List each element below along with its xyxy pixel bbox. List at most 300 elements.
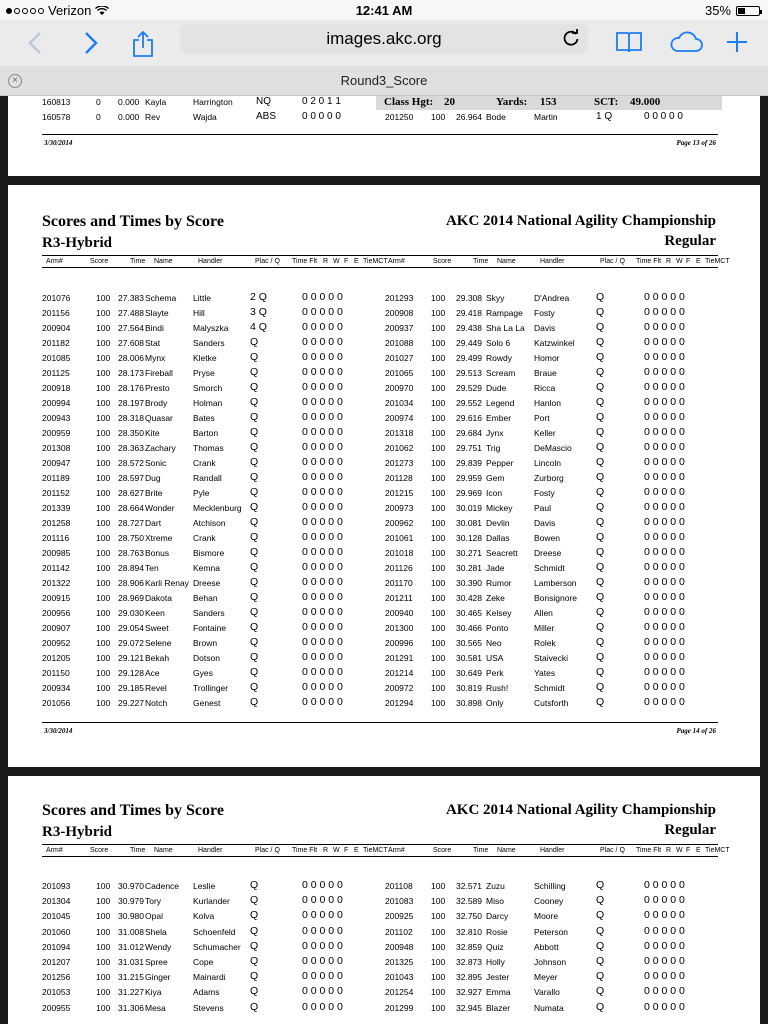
table-cell: 0 0 0 0 0 [644, 621, 685, 633]
table-cell: 0 0 0 0 0 [644, 471, 685, 483]
table-cell: Rolek [534, 638, 556, 648]
table-cell: 100 [431, 911, 446, 922]
table-cell: 0 0 0 0 0 [302, 591, 343, 603]
table-cell: 100 [96, 941, 111, 952]
table-cell: 100 [431, 1002, 446, 1013]
table-cell: Dotson [193, 653, 220, 663]
table-cell: Atchison [193, 518, 226, 528]
table-cell: 30.819 [456, 683, 482, 693]
table-row [8, 486, 760, 501]
table-cell: 100 [96, 881, 111, 891]
table-cell: 30.390 [456, 578, 482, 588]
table-cell: 200973 [385, 503, 414, 513]
table-cell: Q [250, 1000, 259, 1013]
table-cell: 201299 [385, 1002, 414, 1013]
table-cell: 200996 [385, 638, 414, 648]
table-cell: Miso [486, 896, 504, 907]
table-cell: Emma [486, 987, 511, 998]
chevron-left-icon [28, 31, 42, 55]
document-page-13 [8, 96, 760, 176]
table-cell: 201108 [385, 881, 413, 891]
table-cell: Q [596, 666, 605, 678]
table-cell: 30.980 [118, 911, 144, 922]
table-cell: Q [596, 411, 605, 423]
table-cell: 29.513 [456, 368, 482, 378]
table-cell: 100 [96, 548, 111, 558]
table-cell: 200907 [42, 623, 71, 633]
table-cell: 100 [431, 698, 446, 708]
table-cell: Q [250, 606, 259, 618]
table-cell: Q [250, 486, 259, 498]
table-cell: 30.465 [456, 608, 482, 618]
table-cell: Wonder [145, 503, 175, 513]
table-cell: 200937 [385, 323, 414, 333]
table-cell: 0 0 0 0 0 [302, 970, 343, 983]
table-cell: Dug [145, 473, 161, 483]
table-cell: Lamberson [534, 578, 577, 588]
table-cell: Q [596, 621, 605, 633]
table-cell: 27.608 [118, 338, 144, 348]
table-cell: Sweet [145, 623, 169, 633]
battery-icon [736, 6, 760, 16]
table-cell: 100 [96, 458, 111, 468]
table-cell: 100 [96, 353, 111, 363]
table-cell: 100 [431, 488, 446, 498]
table-cell: Pryse [193, 368, 215, 378]
table-cell: 28.664 [118, 503, 144, 513]
table-cell: Allen [534, 608, 553, 618]
table-cell: Q [250, 879, 259, 891]
table-cell: Quiz [486, 941, 504, 952]
table-cell: 30.128 [456, 533, 482, 543]
table-cell: Q [596, 531, 605, 543]
table-cell: 0 0 0 0 0 [644, 291, 685, 303]
table-cell: Fontaine [193, 623, 227, 633]
table-cell: 201205 [42, 653, 71, 663]
table-cell: 100 [96, 608, 111, 618]
table-cell: Q [250, 636, 259, 648]
table-cell: 28.894 [118, 563, 144, 573]
table-cell: 100 [431, 308, 446, 318]
report-subtitle: R3-Hybrid [42, 824, 113, 840]
table-cell: Seacrett [486, 548, 518, 558]
bookmarks-button[interactable] [612, 26, 646, 60]
table-cell: 201256 [42, 972, 71, 983]
class-title: Regular [664, 822, 716, 838]
table-cell: 0 0 0 0 0 [302, 426, 343, 438]
table-cell: 100 [431, 926, 446, 937]
table-cell: Q [596, 1000, 605, 1013]
table-row [8, 621, 760, 636]
table-cell: 201126 [385, 563, 413, 573]
plus-icon [726, 31, 748, 53]
table-cell: Cadence [145, 881, 180, 891]
table-cell: Stat [145, 338, 161, 348]
table-cell: 32.810 [456, 926, 482, 937]
table-cell: Tory [145, 896, 162, 907]
table-cell: 0 0 0 0 0 [302, 955, 343, 967]
table-cell: 31.008 [118, 926, 144, 937]
table-cell: 201061 [385, 533, 414, 543]
table-cell: Schumacher [193, 941, 241, 952]
table-cell: 200956 [42, 608, 71, 618]
table-row [8, 351, 760, 366]
table-cell: Neo [486, 638, 502, 648]
table-cell: 30.428 [456, 593, 482, 603]
table-cell: Slayte [145, 308, 169, 318]
table-cell: 100 [96, 623, 111, 633]
table-cell: Q [596, 955, 605, 967]
table-cell: 200985 [42, 548, 71, 558]
table-cell: 30.581 [456, 653, 482, 663]
table-cell: DeMascio [534, 443, 572, 453]
table-cell: 201300 [385, 623, 414, 633]
table-cell: 29.030 [118, 608, 144, 618]
table-cell: Kite [145, 428, 160, 438]
table-cell: 201053 [42, 987, 71, 998]
address-bar[interactable] [180, 24, 588, 54]
table-cell: Dakota [145, 593, 172, 603]
table-cell: 200962 [385, 518, 414, 528]
carrier-label: Verizon [48, 3, 92, 18]
table-row [8, 940, 760, 955]
table-cell: Mickey [486, 503, 513, 513]
table-cell: Q [596, 696, 605, 708]
table-cell: 31.012 [118, 941, 144, 952]
table-row [8, 396, 760, 411]
table-cell: 100 [96, 972, 111, 983]
table-cell: 31.306 [118, 1002, 144, 1013]
table-cell: 0 0 0 0 0 [302, 576, 343, 588]
table-cell: Q [596, 561, 605, 573]
table-cell: Q [596, 381, 605, 393]
table-cell: Q [250, 471, 259, 483]
table-cell: 28.173 [118, 368, 144, 378]
table-cell: 0 0 0 0 0 [644, 306, 685, 318]
table-cell: 30.979 [118, 896, 144, 907]
table-cell: Johnson [534, 957, 567, 967]
table-cell: 201018 [385, 548, 414, 558]
table-cell: 100 [431, 896, 446, 907]
table-cell: 201152 [42, 488, 70, 498]
table-cell: Kurlander [193, 896, 230, 907]
table-cell: 28.750 [118, 533, 144, 543]
table-cell: Q [596, 924, 605, 937]
table-cell: 200959 [42, 428, 71, 438]
table-row [8, 531, 760, 546]
table-row [8, 411, 760, 426]
table-cell: 0 0 0 0 0 [644, 516, 685, 528]
report-title: Scores and Times by Score [42, 213, 224, 230]
table-cell: Q [250, 591, 259, 603]
table-cell: 100 [431, 638, 446, 648]
table-cell: Zeke [486, 593, 505, 603]
table-cell: Crank [193, 533, 216, 543]
table-cell: 201291 [385, 653, 414, 663]
table-cell: 201215 [385, 488, 414, 498]
table-cell: Q [596, 894, 605, 907]
table-cell: 100 [96, 698, 111, 708]
back-button[interactable] [18, 26, 52, 60]
table-row [8, 666, 760, 681]
table-cell: 100 [431, 443, 446, 453]
table-cell: 100 [96, 987, 111, 998]
share-button[interactable] [126, 26, 160, 60]
status-bar [0, 0, 768, 20]
table-cell: Bonus [145, 548, 170, 558]
book-icon [615, 31, 643, 53]
table-cell: Wendy [145, 941, 172, 952]
table-cell: Jester [486, 972, 510, 983]
table-cell: Kiya [145, 987, 162, 998]
table-cell: Trollinger [193, 683, 229, 693]
table-cell: Devlin [486, 518, 510, 528]
table-cell: 0 0 0 0 0 [644, 351, 685, 363]
table-cell: 201094 [42, 941, 71, 952]
table-cell: 0 0 0 0 0 [302, 291, 343, 303]
table-cell: Smorch [193, 383, 223, 393]
tab-title[interactable]: Round3_Score [340, 73, 428, 88]
table-cell: Q [250, 366, 259, 378]
table-cell: 3 Q [250, 306, 267, 318]
table-cell: Holman [193, 398, 223, 408]
table-cell: Stevens [193, 1002, 224, 1013]
table-cell: Q [250, 970, 259, 983]
table-cell: 30.466 [456, 623, 482, 633]
table-cell: Blazer [486, 1002, 511, 1013]
table-cell: 0 0 0 0 0 [644, 955, 685, 967]
document-page-14 [8, 185, 760, 767]
table-cell: 0 0 0 0 0 [644, 396, 685, 408]
table-cell: 29.418 [456, 308, 482, 318]
table-row [8, 636, 760, 651]
table-cell: 0 0 0 0 0 [302, 411, 343, 423]
table-cell: Q [596, 471, 605, 483]
table-cell: 28.906 [118, 578, 144, 588]
table-cell: Davis [534, 323, 556, 333]
table-cell: Schilling [534, 881, 566, 891]
table-cell: 201142 [42, 563, 70, 573]
table-cell: Hanlon [534, 398, 561, 408]
table-cell: 100 [96, 533, 111, 543]
table-cell: 201150 [42, 668, 70, 678]
table-cell: 100 [96, 293, 111, 303]
table-cell: 32.589 [456, 896, 482, 907]
table-cell: Notch [145, 698, 168, 708]
table-cell: 100 [96, 638, 111, 648]
table-cell: 29.616 [456, 413, 482, 423]
table-cell: 29.751 [456, 443, 482, 453]
new-tab-button[interactable] [720, 26, 754, 60]
table-cell: 29.552 [456, 398, 482, 408]
table-row [8, 381, 760, 396]
table-cell: Brown [193, 638, 218, 648]
table-row [8, 501, 760, 516]
table-cell: 100 [431, 353, 446, 363]
table-cell: 100 [96, 368, 111, 378]
table-cell: 29.308 [456, 293, 482, 303]
table-cell: 29.684 [456, 428, 482, 438]
table-cell: Q [250, 336, 259, 348]
table-cell: 201294 [385, 698, 414, 708]
table-cell: Kelsey [486, 608, 512, 618]
table-cell: 0 0 0 0 0 [644, 985, 685, 998]
table-cell: Q [250, 426, 259, 438]
table-cell: 200904 [42, 323, 71, 333]
table-cell: 201293 [385, 293, 414, 303]
table-cell: Revel [145, 683, 167, 693]
table-cell: 100 [431, 653, 446, 663]
table-cell: Q [250, 441, 259, 453]
table-row: 160813 0 0.000 Kayla Harrington NQ 0 2 0 1 1 Class Hgt: 20 Yards: 153 SCT: 49.000 [8, 96, 760, 110]
table-cell: 0 0 0 0 0 [302, 516, 343, 528]
table-cell: Cutsforth [534, 698, 569, 708]
table-cell: 32.750 [456, 911, 482, 922]
clock: 12:41 AM [355, 3, 413, 18]
table-cell: 100 [431, 413, 446, 423]
table-cell: Brody [145, 398, 168, 408]
table-cell: Ponto [486, 623, 509, 633]
table-cell: Q [596, 939, 605, 952]
table-cell: 0 0 0 0 0 [644, 576, 685, 588]
table-cell: Q [250, 456, 259, 468]
table-cell: 100 [431, 957, 446, 967]
table-cell: 200955 [42, 1002, 71, 1013]
table-cell: 201339 [42, 503, 71, 513]
table-cell: Q [250, 666, 259, 678]
table-cell: Only [486, 698, 504, 708]
table-cell: Jynx [486, 428, 504, 438]
table-cell: Thomas [193, 443, 224, 453]
table-cell: Behan [193, 593, 218, 603]
table-cell: 0 0 0 0 0 [644, 366, 685, 378]
table-cell: Bindi [145, 323, 164, 333]
table-cell: 200934 [42, 683, 71, 693]
icloud-tabs-button[interactable] [666, 26, 706, 60]
document-page-15 [8, 776, 760, 1024]
table-cell: Schoenfeld [193, 926, 236, 937]
table-cell: 100 [96, 383, 111, 393]
table-cell: 201056 [42, 698, 71, 708]
table-cell: 0 0 0 0 0 [302, 441, 343, 453]
table-cell: 100 [96, 308, 111, 318]
table-cell: Selene [145, 638, 172, 648]
table-cell: 28.363 [118, 443, 144, 453]
table-cell: Q [250, 396, 259, 408]
table-cell: Bekah [145, 653, 170, 663]
table-cell: Schema [145, 293, 177, 303]
table-cell: Q [250, 561, 259, 573]
table-cell: 29.438 [456, 323, 482, 333]
table-cell: 0 0 0 0 0 [302, 501, 343, 513]
table-cell: Ace [145, 668, 160, 678]
table-cell: 30.081 [456, 518, 482, 528]
page-footer: 3/30/2014 Page 13 of 26 [42, 134, 718, 135]
table-cell: 201189 [42, 473, 70, 483]
table-cell: 201308 [42, 443, 71, 453]
url-text: images.akc.org [326, 29, 442, 48]
table-cell: Opal [145, 911, 163, 922]
table-cell: 100 [431, 518, 446, 528]
table-cell: Q [250, 651, 259, 663]
table-cell: 201043 [385, 972, 414, 983]
forward-button[interactable] [74, 26, 108, 60]
table-cell: 31.227 [118, 987, 144, 998]
table-cell: 29.054 [118, 623, 144, 633]
table-cell: 100 [431, 593, 446, 603]
table-cell: 200952 [42, 638, 71, 648]
table-cell: Rowdy [486, 353, 512, 363]
table-cell: Pepper [486, 458, 514, 468]
table-cell: 201083 [385, 896, 414, 907]
table-cell: D'Andrea [534, 293, 570, 303]
table-cell: 201065 [385, 368, 414, 378]
table-cell: 100 [96, 683, 111, 693]
report-subtitle: R3-Hybrid [42, 235, 113, 251]
table-cell: Darcy [486, 911, 509, 922]
table-cell: 0 0 0 0 0 [302, 366, 343, 378]
table-cell: Q [250, 546, 259, 558]
table-cell: Q [596, 606, 605, 618]
table-cell: Q [250, 351, 259, 363]
table-cell: 201273 [385, 458, 414, 468]
table-cell: Q [250, 531, 259, 543]
table-cell: 0 0 0 0 0 [302, 531, 343, 543]
table-cell: 100 [431, 578, 446, 588]
table-row [8, 894, 760, 909]
table-cell: Ginger [145, 972, 171, 983]
browser-toolbar [0, 20, 768, 66]
table-cell: Port [534, 413, 550, 423]
table-cell: 28.350 [118, 428, 144, 438]
reload-icon[interactable] [562, 29, 580, 47]
table-cell: Homor [534, 353, 560, 363]
table-cell: 100 [431, 368, 446, 378]
table-cell: Schmidt [534, 563, 565, 573]
table-cell: 201060 [42, 926, 71, 937]
table-cell: 100 [96, 518, 111, 528]
table-cell: Adams [193, 987, 220, 998]
table-cell: Q [250, 696, 259, 708]
table-row [8, 909, 760, 924]
table-cell: 0 0 0 0 0 [644, 924, 685, 937]
table-cell: 100 [431, 533, 446, 543]
table-cell: 0 0 0 0 0 [302, 636, 343, 648]
table-cell: 201318 [385, 428, 414, 438]
report-title: Scores and Times by Score [42, 802, 224, 819]
table-cell: 32.945 [456, 1002, 482, 1013]
table-cell: 29.529 [456, 383, 482, 393]
table-cell: Bismore [193, 548, 225, 558]
table-row [8, 516, 760, 531]
table-cell: Q [250, 924, 259, 937]
table-cell: Q [596, 306, 605, 318]
table-cell: Q [596, 336, 605, 348]
table-cell: Dart [145, 518, 162, 528]
column-header: Arm# Score Time Name Handler Plac / Q Time Flt R W F E TieMCT Arm# Score Time Name Handler Plac / Q Time Flt R W F E TieMCT [42, 255, 718, 268]
table-cell: 0 0 0 0 0 [302, 561, 343, 573]
table-row [8, 879, 760, 894]
table-cell: Legend [486, 398, 515, 408]
table-cell: 100 [96, 653, 111, 663]
table-cell: 200908 [385, 308, 414, 318]
table-cell: Q [250, 955, 259, 967]
table-cell: 30.281 [456, 563, 482, 573]
table-cell: 0 0 0 0 0 [302, 894, 343, 907]
table-cell: 28.969 [118, 593, 144, 603]
table-cell: 27.383 [118, 293, 144, 303]
table-cell: 201034 [385, 398, 414, 408]
